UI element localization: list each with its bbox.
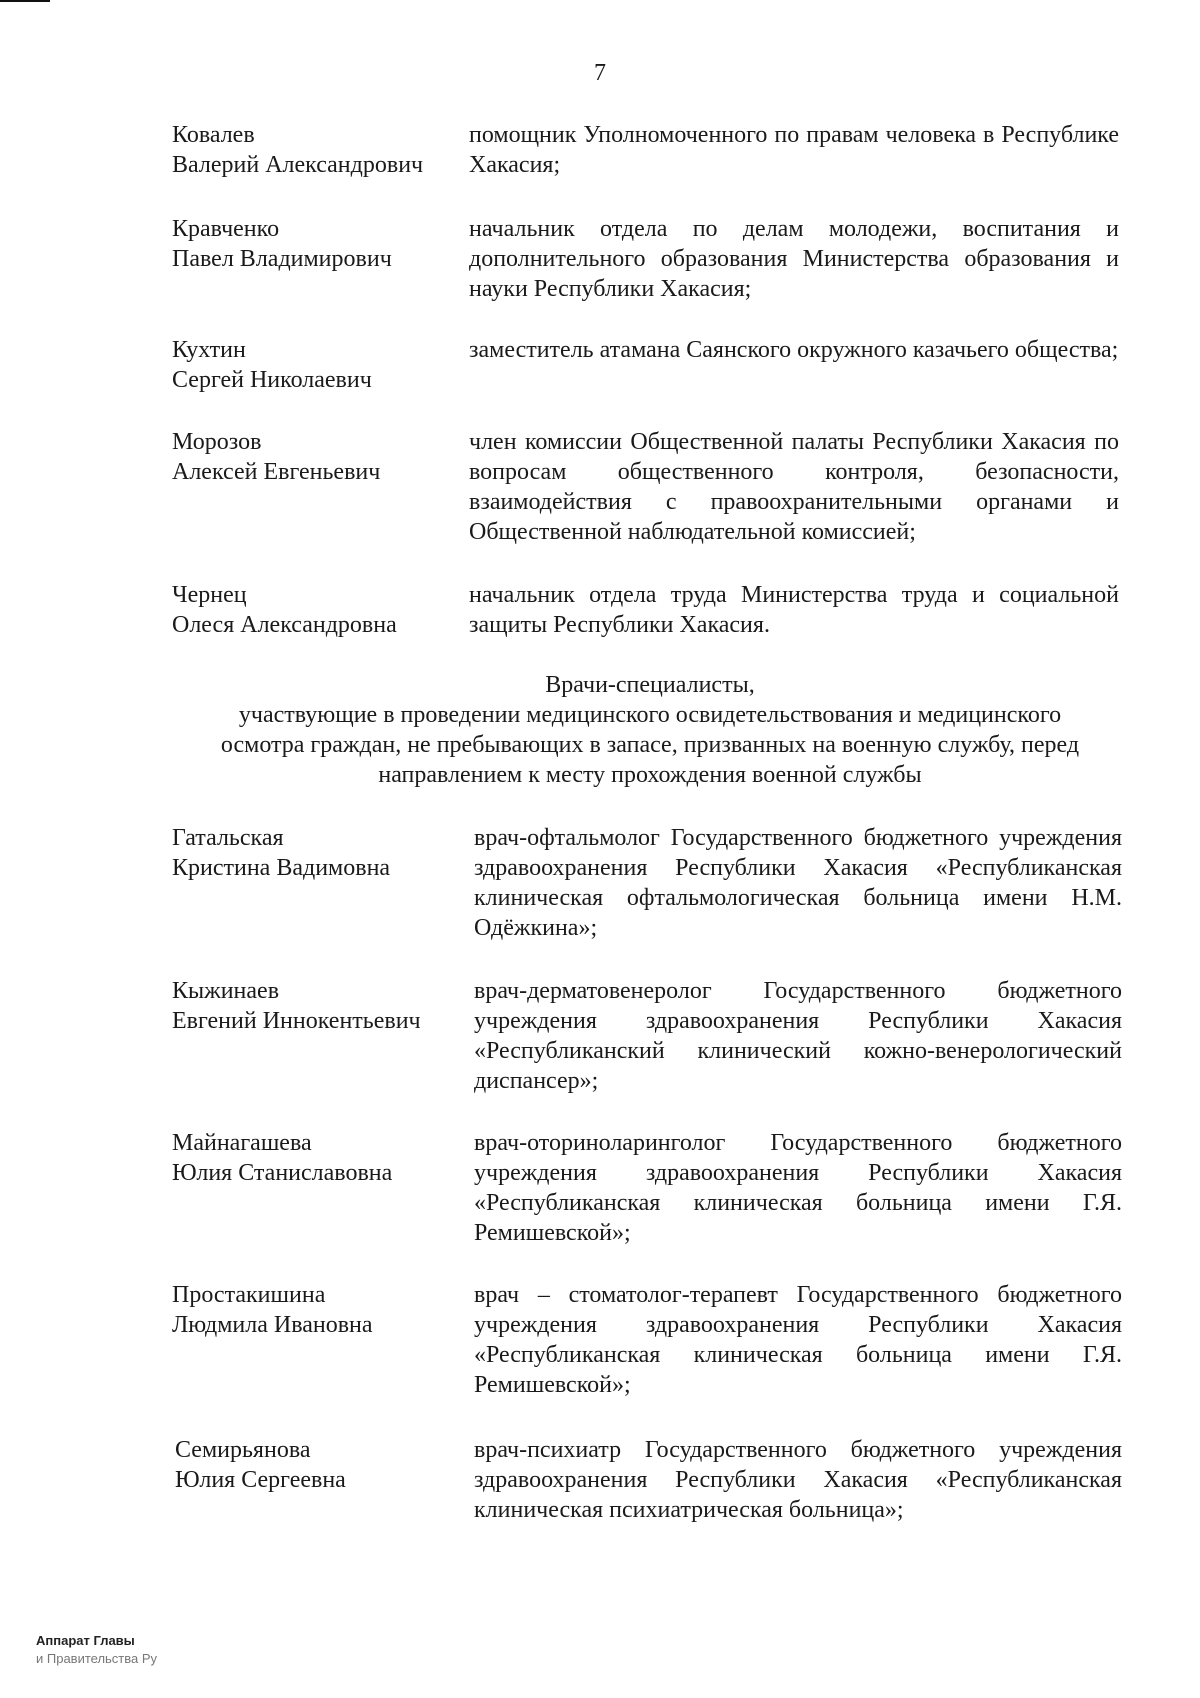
person-given-name: Людмила Ивановна [172, 1312, 373, 1338]
person-name [172, 580, 462, 640]
section-subtitle-line: направлением к месту прохождения военной службы [378, 762, 922, 788]
person-position: врач-офтальмолог Государственного бюджетного учреждения здравоохранения Республики Хакасия «Республиканская клиническая офтальмологическая больница имени Н.М. Одёжкина»; [474, 825, 1122, 941]
person-surname: Семирьянова [175, 1437, 311, 1463]
person-name [172, 976, 462, 1036]
person-given-name: Юлия Станиславовна [172, 1160, 393, 1186]
person-position: помощник Уполномоченного по правам человека в Республике Хакасия; [469, 122, 1119, 178]
person-given-name: Евгений Иннокентьевич [172, 1008, 421, 1034]
page-corner-mark [0, 0, 50, 2]
person-position: врач – стоматолог-терапевт Государственного бюджетного учреждения здравоохранения Республики Хакасия «Республиканская клиническая больница имени Г.Я. Ремишевской»; [474, 1282, 1122, 1398]
section-subtitle-line: участвующие в проведении медицинского освидетельствования и медицинского [238, 702, 1062, 728]
person-position: начальник отдела труда Министерства труда и социальной защиты Республики Хакасия. [469, 582, 1119, 638]
person-given-name: Валерий Александрович [172, 152, 424, 178]
person-name [172, 214, 462, 274]
person-position: начальник отдела по делам молодежи, воспитания и дополнительного образования Министерства образования и науки Республики Хакасия; [469, 216, 1119, 302]
page-number: 7 [594, 60, 606, 86]
person-surname: Майнагашева [172, 1130, 312, 1156]
person-surname: Ковалев [172, 122, 255, 148]
person-given-name: Кристина Вадимовна [172, 855, 391, 881]
person-name [172, 1280, 462, 1340]
person-surname: Кыжинаев [172, 978, 280, 1004]
person-surname: Морозов [172, 429, 262, 455]
footer-stamp-line: и Правительства Ру [36, 1651, 158, 1666]
person-surname: Простакишина [172, 1282, 326, 1308]
person-position: член комиссии Общественной палаты Республики Хакасия по вопросам общественного контроля, безопасности, взаимодействия с правоохранительными органами и Общественной наблюдательной комиссией; [469, 429, 1119, 545]
person-name [172, 120, 462, 180]
section-title: Врачи-специалисты, [545, 672, 755, 698]
person-position: врач-дерматовенеролог Государственного бюджетного учреждения здравоохранения Республики Хакасия «Республиканский клинический кожно-венерологический диспансер»; [474, 978, 1122, 1094]
person-name [172, 1128, 462, 1188]
person-name [175, 1435, 465, 1495]
person-surname: Кухтин [172, 337, 246, 363]
person-given-name: Олеся Александровна [172, 612, 397, 638]
person-given-name: Алексей Евгеньевич [172, 459, 381, 485]
person-position: врач-оториноларинголог Государственного бюджетного учреждения здравоохранения Республики Хакасия «Республиканская клиническая больница имени Г.Я. Ремишевской»; [474, 1130, 1122, 1246]
section-heading [170, 670, 1130, 790]
person-given-name: Павел Владимирович [172, 246, 392, 272]
footer-stamp-line: Аппарат Главы [36, 1633, 135, 1648]
person-name [172, 427, 462, 487]
person-surname: Кравченко [172, 216, 280, 242]
person-name [172, 335, 462, 395]
person-name [172, 823, 462, 883]
section-subtitle-line: осмотра граждан, не пребывающих в запасе, призванных на военную службу, перед [220, 732, 1080, 758]
person-given-name: Юлия Сергеевна [175, 1467, 346, 1493]
person-surname: Чернец [172, 582, 247, 608]
person-surname: Гатальская [172, 825, 284, 851]
person-position: заместитель атамана Саянского окружного казачьего общества; [469, 337, 1119, 363]
person-given-name: Сергей Николаевич [172, 367, 372, 393]
person-position: врач-психиатр Государственного бюджетного учреждения здравоохранения Республики Хакасия «Республиканская клиническая психиатрическая больница»; [474, 1437, 1122, 1523]
footer-stamp [36, 1632, 157, 1668]
